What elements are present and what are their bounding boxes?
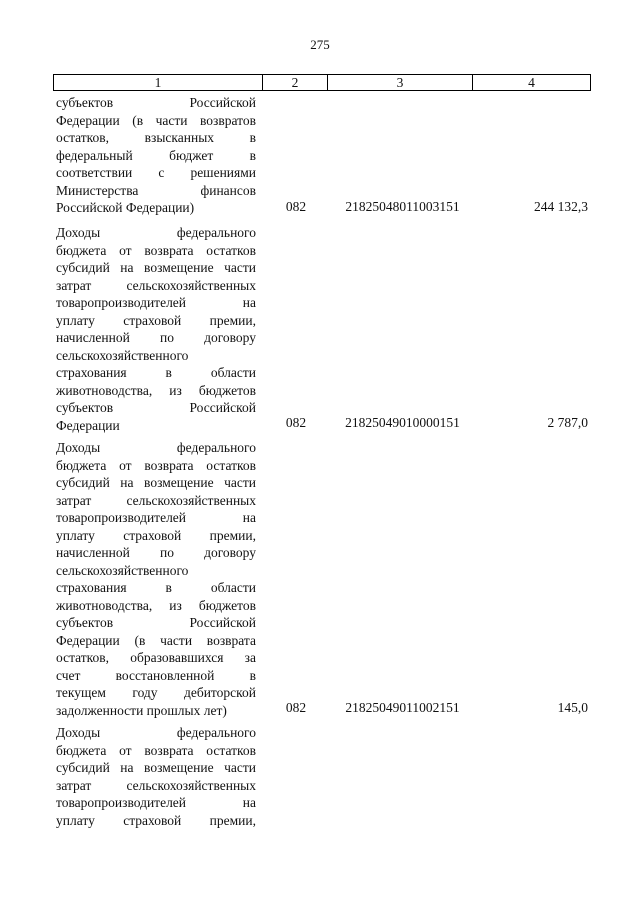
row-code: 082 — [285, 199, 307, 214]
desc-line: задолженности прошлых лет) — [56, 702, 227, 718]
desc-line: товаропроизводителей на — [56, 510, 256, 525]
desc-line: страхования в области — [56, 580, 256, 595]
desc-line: Доходы федерального — [56, 225, 256, 240]
desc-line: Федерации (в части возврата — [56, 632, 256, 648]
desc-line: затрат сельскохозяйственных — [56, 277, 256, 293]
desc-line: товаропроизводителей на — [56, 795, 256, 810]
desc-line: страхования в области — [56, 365, 256, 380]
desc-line: товаропроизводителей на — [56, 295, 256, 310]
desc-line: субъектов Российской — [56, 400, 256, 415]
desc-line: Федерации (в части возвратов — [56, 112, 256, 128]
desc-line: Российской Федерации) — [56, 200, 195, 215]
desc-line: субъектов Российской — [56, 615, 256, 630]
desc-line: субсидий на возмещение части — [56, 260, 256, 275]
desc-line: бюджета от возврата остатков — [56, 742, 256, 758]
desc-line: остатков, взысканных в — [56, 130, 256, 145]
row-kbk: 21825048011003151 — [345, 199, 460, 214]
header-col-2: 2 — [263, 75, 328, 90]
row-description — [56, 439, 256, 719]
desc-line: субъектов Российской — [56, 95, 256, 110]
row-code: 082 — [285, 415, 307, 430]
desc-line: начисленной по договору — [56, 545, 256, 560]
desc-line: соответствии с решениями — [56, 165, 256, 180]
desc-line: затрат сельскохозяйственных — [56, 777, 256, 793]
desc-line: уплату страховой премии, — [56, 312, 256, 328]
row-description — [56, 94, 256, 217]
header-col-1: 1 — [54, 75, 263, 90]
header-col-3: 3 — [328, 75, 473, 90]
desc-line: сельскохозяйственного — [56, 347, 189, 363]
desc-line: бюджета от возврата остатков — [56, 457, 256, 473]
desc-line: федеральный бюджет в — [56, 147, 256, 163]
desc-line: субсидий на возмещение части — [56, 475, 256, 490]
table-header — [53, 74, 591, 91]
desc-line: счет восстановленной в — [56, 667, 256, 683]
desc-line: текущем году дебиторской — [56, 685, 256, 700]
desc-line: Федерации — [56, 417, 120, 433]
row-amount: 145,0 — [557, 700, 588, 715]
row-code: 082 — [285, 700, 307, 715]
desc-line: животноводства, из бюджетов — [56, 597, 256, 613]
row-description — [56, 224, 256, 434]
desc-line: начисленной по договору — [56, 330, 256, 345]
row-kbk: 21825049011002151 — [345, 700, 460, 715]
desc-line: Министерства финансов — [56, 182, 256, 198]
page-number: 275 — [310, 37, 330, 52]
desc-line: Доходы федерального — [56, 725, 256, 740]
desc-line: бюджета от возврата остатков — [56, 242, 256, 258]
desc-line: животноводства, из бюджетов — [56, 382, 256, 398]
desc-line: уплату страховой премии, — [56, 527, 256, 543]
desc-line: сельскохозяйственного — [56, 562, 189, 578]
row-kbk: 21825049010000151 — [345, 415, 460, 430]
desc-line: затрат сельскохозяйственных — [56, 492, 256, 508]
desc-line: субсидий на возмещение части — [56, 760, 256, 775]
desc-line: остатков, образовавшихся за — [56, 650, 256, 665]
desc-line: уплату страховой премии, — [56, 812, 256, 828]
row-description — [56, 724, 256, 829]
row-amount: 2 787,0 — [547, 415, 588, 430]
header-col-4: 4 — [528, 75, 535, 90]
row-amount: 244 132,3 — [534, 199, 588, 214]
desc-line: Доходы федерального — [56, 440, 256, 455]
